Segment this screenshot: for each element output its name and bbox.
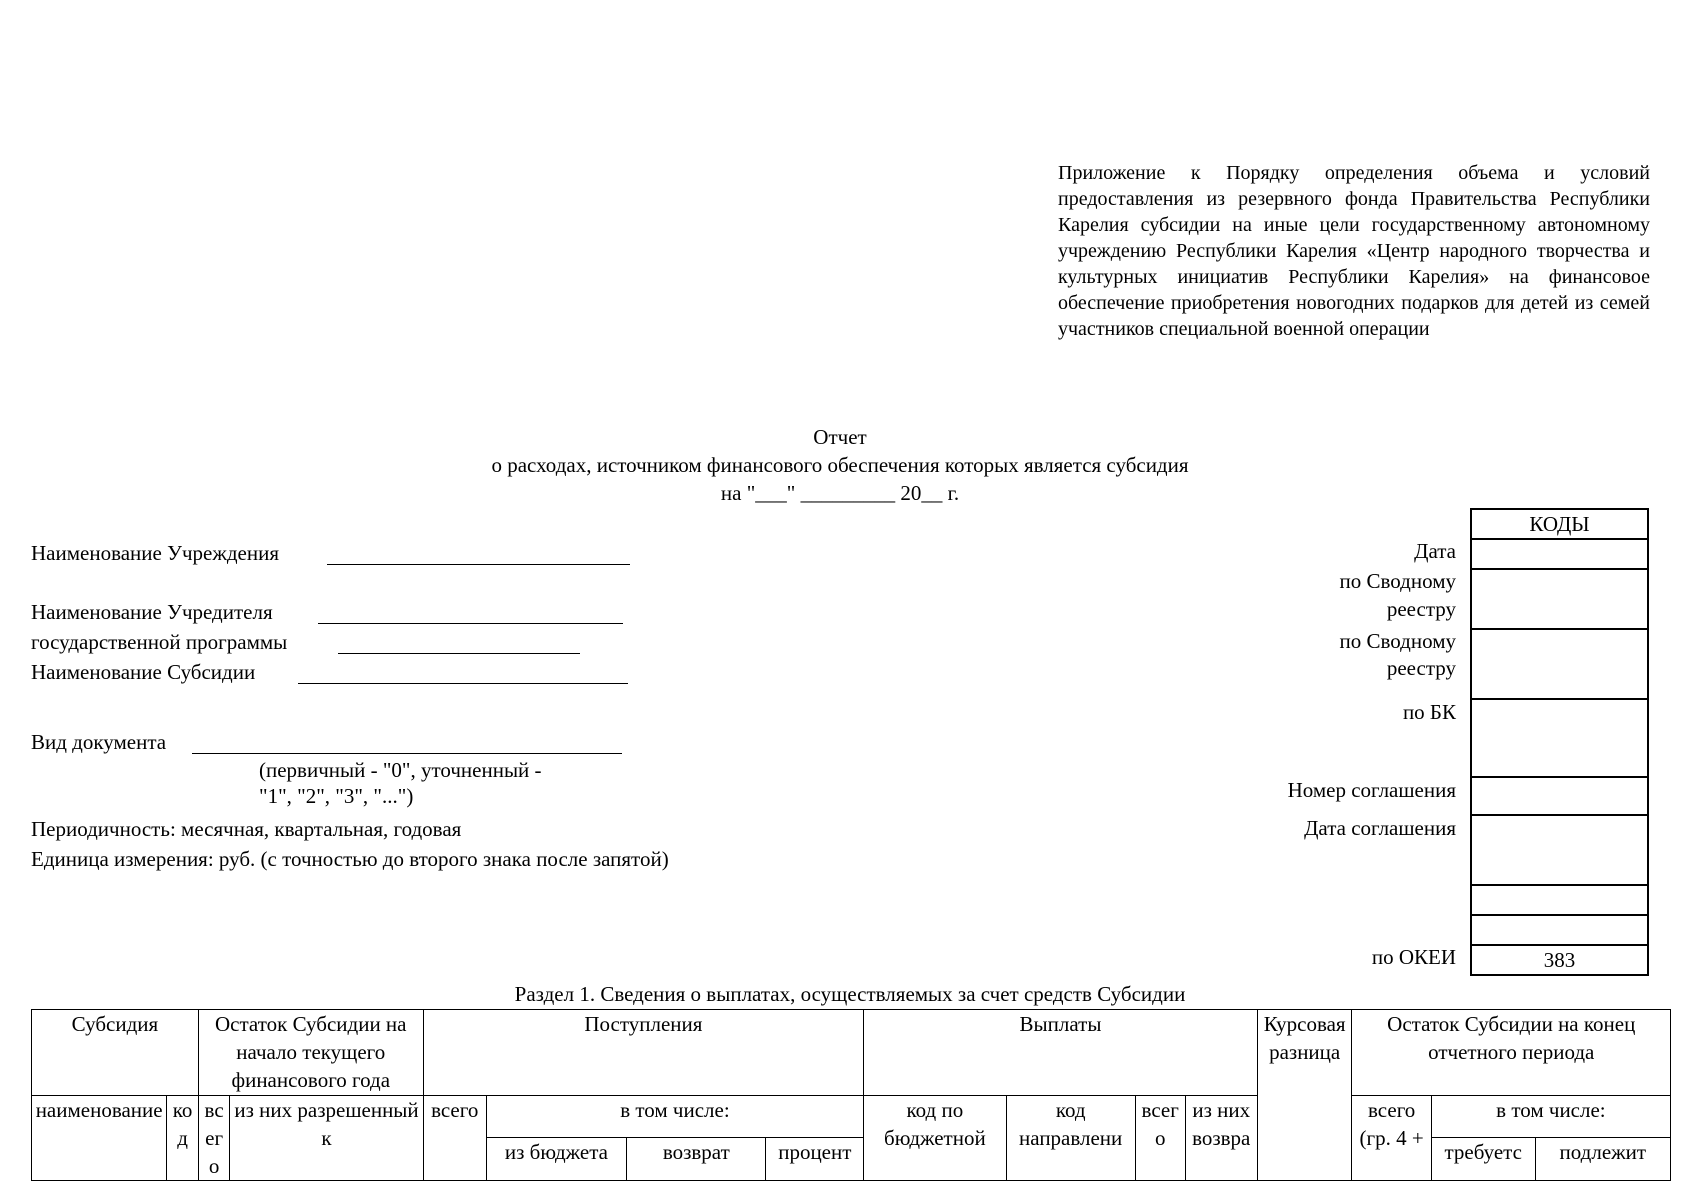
label-registry-1a: по Сводному: [1339, 569, 1456, 593]
label-agreement-date: Дата соглашения: [1304, 816, 1456, 840]
col-from-budget: из бюджета: [486, 1137, 626, 1180]
code-registry-1-cell[interactable]: [1471, 569, 1648, 629]
col-subject: подлежит: [1535, 1137, 1670, 1180]
header-rate-difference: Курсовая разница: [1257, 1010, 1352, 1181]
label-date: Дата: [1414, 539, 1456, 563]
col-including-2: в том числе:: [1431, 1096, 1670, 1138]
col-code: код: [167, 1096, 199, 1181]
header-subsidy: Субсидия: [32, 1010, 199, 1096]
col-required: требуетс: [1431, 1137, 1535, 1180]
label-registry-2a: по Сводному: [1339, 629, 1456, 653]
label-registry-1b: реестру: [1386, 597, 1456, 621]
col-total-4: всего (гр. 4 +: [1352, 1096, 1431, 1181]
header-balance-end: Остаток Субсидии на конец отчетного периода: [1352, 1010, 1671, 1096]
doc-type-hint-2: "1", "2", "3", "..."): [259, 784, 414, 808]
code-bk-cell[interactable]: [1471, 699, 1648, 777]
col-direction-code: код направлени: [1006, 1096, 1135, 1181]
institution-field[interactable]: [327, 564, 630, 565]
label-registry-2b: реестру: [1386, 656, 1456, 680]
doc-type-field[interactable]: [192, 753, 622, 754]
code-extra-cell-2[interactable]: [1471, 915, 1648, 945]
header-receipts: Поступления: [423, 1010, 863, 1096]
institution-label: Наименование Учреждения: [31, 541, 279, 565]
periodicity-text: Периодичность: месячная, квартальная, годовая: [31, 817, 462, 841]
founder-label: Наименование Учредителя: [31, 600, 273, 624]
col-allowed: из них разрешенный к: [230, 1096, 423, 1181]
section1-title: Раздел 1. Сведения о выплатах, осуществляемых за счет средств Субсидии: [514, 982, 1186, 1006]
codes-table: [1470, 508, 1649, 976]
report-subtitle: о расходах, источником финансового обеспечения которых является субсидия: [491, 453, 1189, 477]
label-okei: по ОКЕИ: [1371, 945, 1456, 969]
col-refund: из них возвра: [1185, 1096, 1257, 1181]
section1-table: [31, 1009, 1671, 1181]
subsidy-label: Наименование Субсидии: [31, 660, 256, 684]
header-balance-start: Остаток Субсидии на начало текущего финансового года: [198, 1010, 423, 1096]
doc-type-label: Вид документа: [31, 730, 167, 754]
code-registry-2-cell[interactable]: [1471, 629, 1648, 699]
program-field[interactable]: [338, 653, 580, 654]
col-budget-code: код по бюджетной: [864, 1096, 1006, 1181]
program-label: государственной программы: [31, 630, 288, 654]
col-total-3: всего: [1135, 1096, 1185, 1181]
founder-field[interactable]: [318, 623, 623, 624]
col-return: возврат: [627, 1137, 766, 1180]
col-name: наименование: [32, 1096, 167, 1181]
code-extra-cell-1[interactable]: [1471, 885, 1648, 915]
subsidy-field[interactable]: [298, 683, 628, 684]
label-agreement-number: Номер соглашения: [1287, 778, 1456, 802]
col-percent: процент: [766, 1137, 864, 1180]
code-agreement-number-cell[interactable]: [1471, 777, 1648, 815]
doc-type-hint: (первичный - "0", уточненный -: [259, 758, 542, 782]
col-total-1: всего: [198, 1096, 230, 1181]
col-including-1: в том числе:: [486, 1096, 863, 1138]
label-bk: по БК: [1402, 700, 1456, 724]
header-payments: Выплаты: [864, 1010, 1258, 1096]
code-agreement-date-cell[interactable]: [1471, 815, 1648, 885]
report-title: Отчет: [813, 425, 867, 449]
report-date-line: на "___" _________ 20__ г.: [720, 481, 960, 505]
code-date-cell[interactable]: [1471, 539, 1648, 569]
col-total-2: всего: [423, 1096, 486, 1181]
code-okei-cell: 383: [1471, 945, 1648, 975]
unit-text: Единица измерения: руб. (с точностью до второго знака после запятой): [31, 847, 669, 871]
appendix-note: Приложение к Порядку определения объема и условий предоставления из резервного фонда Правительства Республики Карелия субсидии на иные цели государственному автономному учреждению Республики Карелия «Центр народного творчества и культурных инициатив Республики Карелия» на финансовое обеспечение приобретения новогодних подарков для детей из семей участников специальной военной операции: [1058, 162, 1650, 340]
codes-header: КОДЫ: [1471, 509, 1648, 539]
